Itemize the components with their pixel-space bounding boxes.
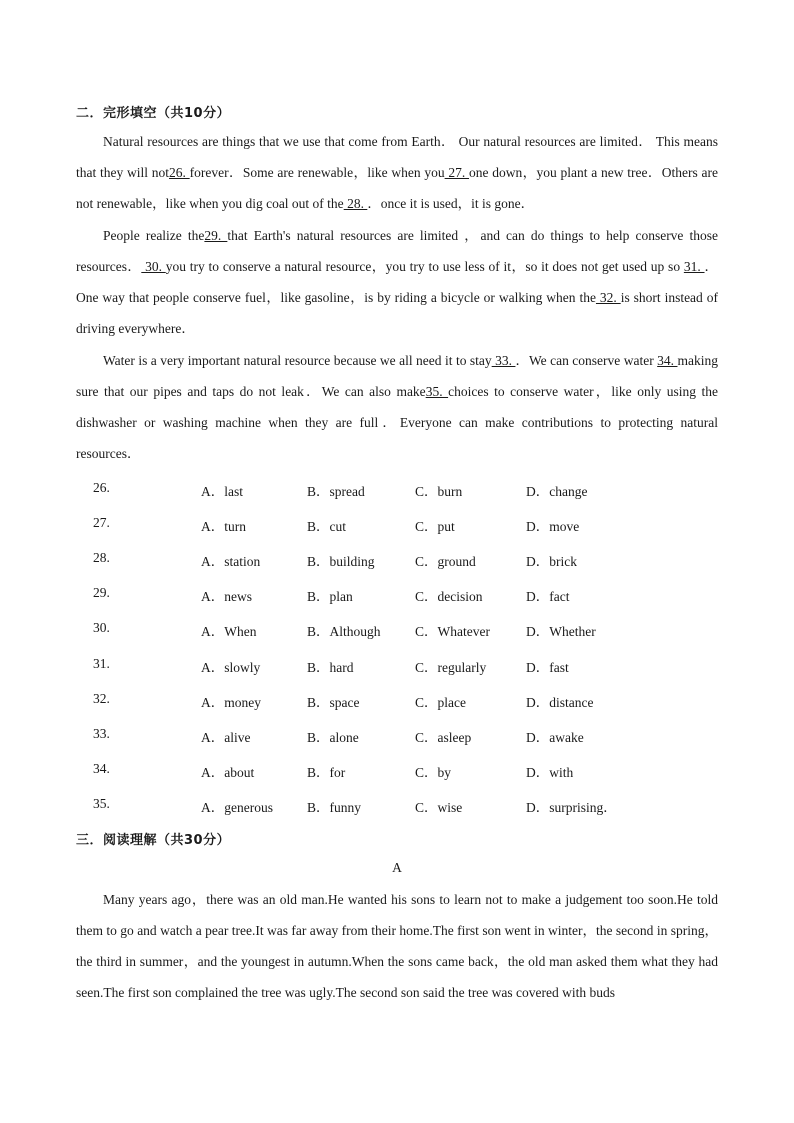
question-number: 32. [93,691,110,706]
section-2-heading: 二．完形填空（共10分） [76,106,231,121]
option-d[interactable]: D．fast [526,660,569,675]
question-row [0,656,794,676]
question-number: 34. [93,761,110,776]
blank-26[interactable]: 26. [169,165,190,180]
option-b[interactable]: B．plan [307,589,353,604]
option-c[interactable]: C．decision [415,589,483,604]
option-a[interactable]: A．about [201,765,255,780]
option-b[interactable]: B．space [307,695,360,710]
option-d[interactable]: D．with [526,765,574,780]
option-b[interactable]: B．funny [307,800,361,815]
blank-30[interactable]: 30. [141,259,166,274]
option-a[interactable]: A．station [201,554,261,569]
option-d[interactable]: D．change [526,484,588,499]
option-d[interactable]: D．Whether [526,624,596,639]
option-b[interactable]: B．hard [307,660,354,675]
passage-label: A [392,860,402,875]
option-b[interactable]: B．spread [307,484,365,499]
option-b[interactable]: B．cut [307,519,346,534]
option-b[interactable]: B．Although [307,624,381,639]
option-c[interactable]: C．Whatever [415,624,490,639]
option-c[interactable]: C．asleep [415,730,472,745]
question-row [0,691,794,711]
option-c[interactable]: C．regularly [415,660,487,675]
option-d[interactable]: D．distance [526,695,594,710]
option-a[interactable]: A．When [201,624,257,639]
cloze-paragraph-2: People realize the29. that Earth's natural resources are limited ，and can do things to help conserve those resources． 30. you try to conserve a natural resource，you try to use less of it，so it does not get used up so 31. ．One way that people conserve fuel，like gasoline，is by riding a bicycle or walking when the 32. is short instead of driving everywhere． [76,228,719,336]
section-3-heading: 三．阅读理解（共30分） [76,833,231,848]
question-row [0,550,794,570]
option-a[interactable]: A．last [201,484,243,499]
question-row [0,761,794,781]
option-d[interactable]: D．brick [526,554,577,569]
question-number: 30. [93,620,110,635]
question-row [0,796,794,816]
option-a[interactable]: A．alive [201,730,251,745]
question-row [0,515,794,535]
option-c[interactable]: C．ground [415,554,476,569]
option-a[interactable]: A．turn [201,519,246,534]
question-number: 33. [93,726,110,741]
reading-paragraph-1: Many years ago，there was an old man.He wanted his sons to learn not to make a judgement too soon.He told them to go and watch a pear tree.It was far away from their home.The first son went in winter，the second in spring，the third in summer，and the youngest in autumn.When the sons came back，the old man asked them what they had seen.The first son complained the tree was ugly.The second son said the tree was covered with buds [76,892,718,1000]
option-a[interactable]: A．generous [201,800,273,815]
blank-29[interactable]: 29. [204,228,228,243]
blank-33[interactable]: 33. [491,353,516,368]
option-b[interactable]: B．alone [307,730,359,745]
blank-35[interactable]: 35. [425,384,449,399]
question-row [0,585,794,605]
blank-34[interactable]: 34. [657,353,678,368]
option-d[interactable]: D．move [526,519,580,534]
option-c[interactable]: C．burn [415,484,463,499]
option-c[interactable]: C．put [415,519,455,534]
blank-31[interactable]: 31. [683,259,705,274]
blank-32[interactable]: 32. [595,290,621,305]
option-c[interactable]: C．place [415,695,466,710]
option-b[interactable]: B．for [307,765,346,780]
question-number: 26. [93,480,110,495]
option-a[interactable]: A．slowly [201,660,261,675]
question-number: 29. [93,585,110,600]
option-d[interactable]: D．surprising． [526,800,617,815]
question-number: 35. [93,796,110,811]
option-c[interactable]: C．wise [415,800,463,815]
option-c[interactable]: C．by [415,765,452,780]
question-row [0,726,794,746]
option-d[interactable]: D．fact [526,589,570,604]
option-b[interactable]: B．building [307,554,375,569]
cloze-paragraph-3: Water is a very important natural resource because we all need it to stay 33. ．We can conserve water 34. making sure that our pipes and taps do not leak．We can also make35. choices to conserve water，like only using the dishwasher or washing machine when they are full．Everyone can make contributions to protecting natural resources． [76,353,718,461]
blank-27[interactable]: 27. [444,165,470,180]
blank-28[interactable]: 28. [343,196,368,211]
option-a[interactable]: A．news [201,589,252,604]
cloze-paragraph-1: Natural resources are things that we use that come from Earth． Our natural resources are limited． This means that they will not26. forever．Some are renewable，like when you 27. one down，you plant a new tree．Others are not renewable，like when you dig coal out of the 28. ．once it is used，it is gone． [76,134,719,211]
option-d[interactable]: D．awake [526,730,584,745]
question-number: 28. [93,550,110,565]
option-a[interactable]: A．money [201,695,261,710]
question-number: 27. [93,515,110,530]
question-number: 31. [93,656,110,671]
question-row [0,620,794,640]
question-row [0,480,794,500]
